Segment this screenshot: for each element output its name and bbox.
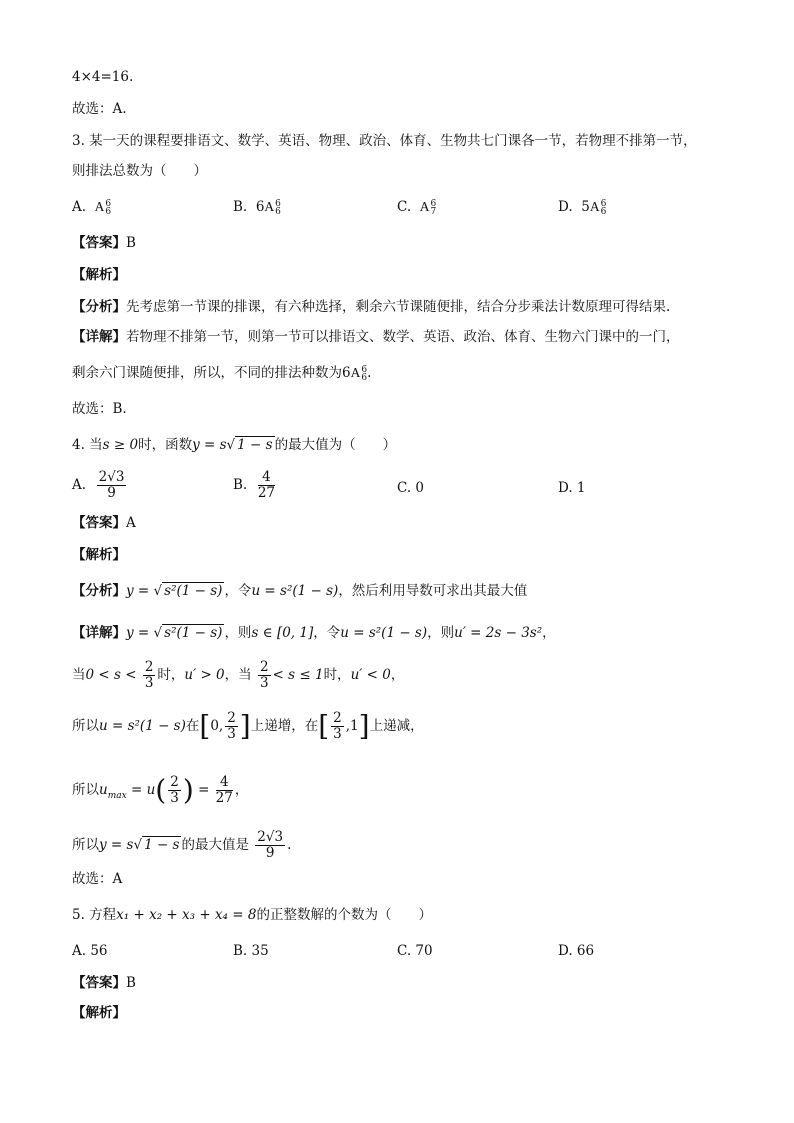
text-line: 故选：A. xyxy=(72,101,127,117)
option-d: D. 5A 6 6 xyxy=(558,198,607,217)
analysis-heading: 【解析】 xyxy=(72,547,126,563)
option-a: A. 56 xyxy=(72,943,108,959)
analysis-line: 【分析】y = √ s²(1 − s) ，令u = s²(1 − s)，然后利用导数可求出其最大值 xyxy=(72,583,528,599)
analysis-heading: 【解析】 xyxy=(72,267,126,283)
detail-line: 所以$u_{max} = u$( $\frac{2}{3}$ ) = $\frac{4}{27}$ ， xyxy=(72,773,249,807)
option-c: C. 0 xyxy=(397,480,425,496)
detail-line: 所以u = s²(1 − s)在[0, $\frac{2}{3}$ ]上递增，在[ $\frac{2}{3}$ ,1]上递减， xyxy=(72,709,424,743)
analysis-heading: 【解析】 xyxy=(72,1005,126,1021)
option-b: B. 6A 6 6 xyxy=(233,198,281,217)
option-c: C. 70 xyxy=(397,943,433,959)
answer-line: 【答案】B xyxy=(72,975,136,991)
option-a: A. $\frac{2√3}{9}$ xyxy=(72,469,125,501)
text-line: 故选：B. xyxy=(72,401,127,417)
detail-line: 【详解】y = √ s²(1 − s) ，则s ∈ [0, 1]，令u = s²(1 − s)，则u′ = 2s − 3s²， xyxy=(72,625,556,641)
question-3-stem: 则排法总数为（ ） xyxy=(72,163,207,179)
option-c: C. A 6 7 xyxy=(397,198,437,217)
answer-line: 【答案】A xyxy=(72,515,136,531)
option-d: D. 1 xyxy=(558,480,586,496)
question-3-stem: 3. 某一天的课程要排语文、数学、英语、物理、政治、体育、生物共七门课各一节，若物理不排第一节， xyxy=(72,133,697,149)
option-b: B. 35 xyxy=(233,943,269,959)
question-4-stem: 4. 当s ≥ 0时，函数y = s√ 1 − s 的最大值为（ ） xyxy=(72,437,397,453)
detail-line: 【详解】若物理不排第一节，则第一节可以排语文、数学、英语、政治、体育、生物六门课中的一门， xyxy=(72,329,680,345)
detail-line: 剩余六门课随便排，所以，不同的排法种数为6A 6 6 . xyxy=(72,364,372,383)
text-line: 故选：A xyxy=(72,871,123,887)
text-line: 4×4=16. xyxy=(72,69,134,85)
analysis-line: 【分析】先考虑第一节课的排课，有六种选择，剩余六节课随便排，结合分步乘法计数原理可得结果. xyxy=(72,299,671,315)
option-b: B. $\frac{4}{27}$ xyxy=(233,469,275,501)
option-d: D. 66 xyxy=(558,943,595,959)
detail-line: 当0 < s < $\frac{2}{3}$ 时，u′ > 0，当 $\frac{2}{3}$ < s ≤ 1时，u′ < 0， xyxy=(72,659,405,691)
answer-line: 【答案】B xyxy=(72,235,136,251)
question-5-stem: 5. 方程x₁ + x₂ + x₃ + x₄ = 8的正整数解的个数为（ ） xyxy=(72,907,432,923)
detail-line: 所以y = s√ 1 − s 的最大值是 $\frac{2√3}{9}$ . xyxy=(72,829,292,861)
option-a: A. A 6 6 xyxy=(72,198,112,217)
